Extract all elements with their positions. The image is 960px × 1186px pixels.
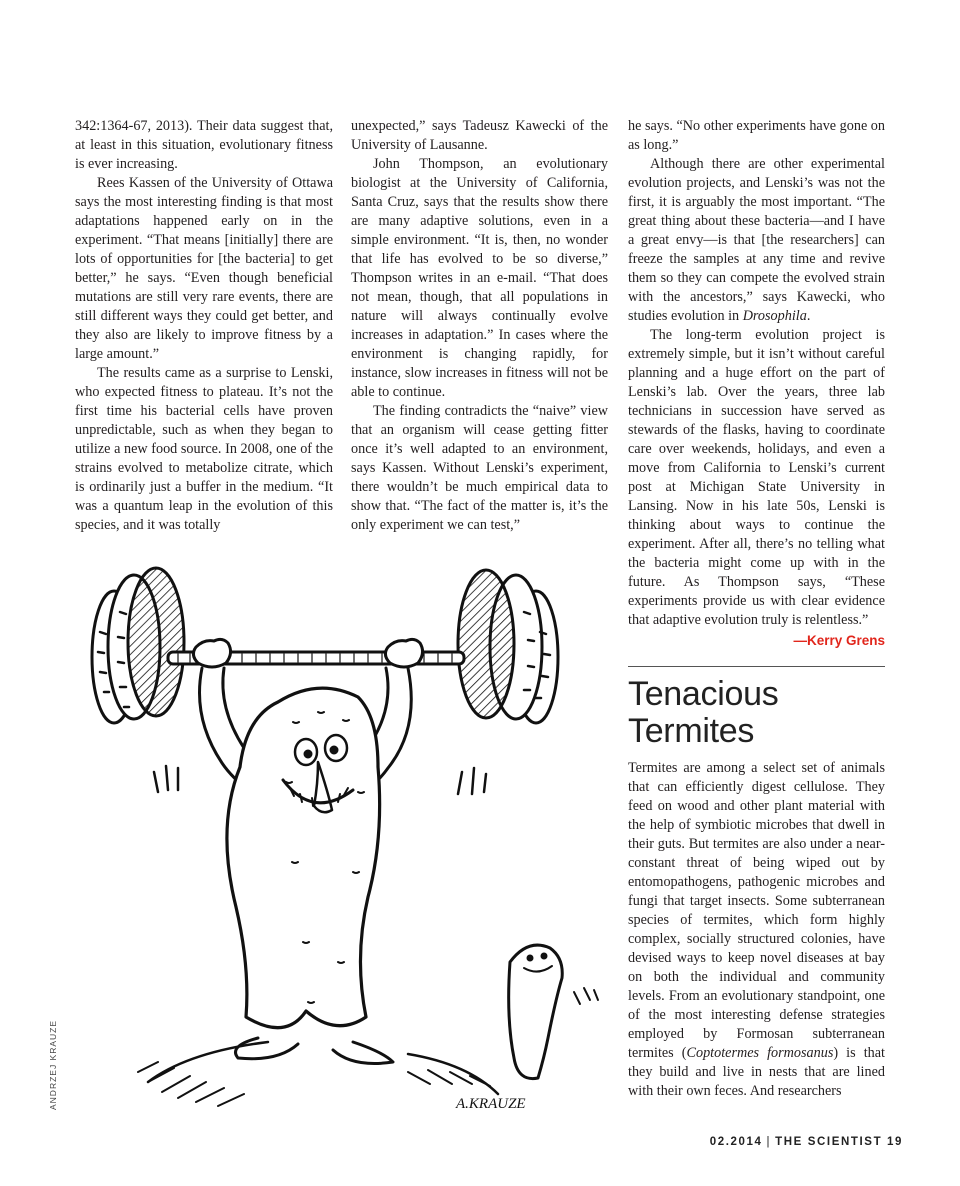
headline-line: Termites bbox=[628, 712, 755, 750]
page-number: 19 bbox=[887, 1136, 903, 1148]
paragraph-text: Termites are among a select set of animals that can efficiently digest cellulose. They feed on wood and other plant material with the help of symbiotic microbes that dwell in their guts. But termites are also under a near-constant threat of being wiped out by entomopathogens, pathogenic microbes and fungi that target insects. Some subterranean species of termites, which form highly complex, socially structured colonies, have devised ways to keep novel diseases at bay on both the individual and community levels. From an evolutionary standpoint, one of the most interesting defense strategies employed by Formosan subterranean termites ( bbox=[628, 760, 885, 1061]
section-headline bbox=[628, 676, 928, 750]
section-body bbox=[628, 759, 885, 1101]
author-byline: —Kerry Grens bbox=[793, 633, 885, 648]
article-column-2 bbox=[351, 117, 608, 535]
paragraph: John Thompson, an evolutionary biologist at the University of California, Santa Cruz, says that the results show there are many adaptive solutions, even in a simple environment. “It is, then, no wonder that life has evolved to be so diverse,” Thompson writes in an e-mail. “That does not mean, though, that all populations in nature will always continually evolve increases in adaptation.” In cases where the environment is changing rapidly, for instance, slow increases in fitness will not be able to continue. bbox=[351, 156, 608, 400]
left-weight-plate bbox=[92, 568, 184, 723]
artist-signature: A.KRAUZE bbox=[456, 1096, 526, 1112]
footer-separator: | bbox=[766, 1136, 772, 1148]
cartoon-illustration bbox=[78, 562, 618, 1122]
paragraph bbox=[628, 759, 885, 1101]
paragraph: he says. “No other experiments have gone on as long.” bbox=[628, 118, 885, 153]
section-divider bbox=[628, 666, 885, 667]
paragraph: The long-term evolution project is extremely simple, but it isn’t without careful planning and a huge effort on the part of Lenski’s lab. Over the years, three lab technicians in succession have served as stewards of the flasks, having to coordinate care over weekends, holidays, and even a move from California to Lenski’s current post at Michigan State University in Lansing. Now in his late 50s, Lenski is thinking about ways to continue the experiment. After all, there’s no telling what the bacteria might come up with in the future. As Thompson says, “These experiments provide us with clear evidence that adaptive evolution truly is relentless.” bbox=[628, 327, 885, 628]
page-footer bbox=[710, 1136, 903, 1148]
issue-date: 02.2014 bbox=[709, 1136, 763, 1148]
paragraph: 342:1364-67, 2013). Their data suggest that, at least in this situation, evolutionary fitness is ever increasing. bbox=[75, 118, 333, 172]
photo-credit: ANDRZEJ KRAUZE bbox=[48, 1019, 58, 1110]
paragraph: The results came as a surprise to Lenski, who expected fitness to plateau. It’s not the first time his bacterial cells have proven unpredictable, such as when they began to utilize a new food source. In 2008, one of the strains evolved to metabolize citrate, which is ordinarily just a buffer in the medium. “It was a quantum leap in the evolution of this species, and it was totally bbox=[75, 365, 333, 533]
article-column-1 bbox=[75, 117, 333, 535]
right-weight-plate bbox=[458, 570, 558, 723]
paragraph-text: . bbox=[806, 308, 811, 324]
article-column-3 bbox=[628, 117, 885, 650]
paragraph bbox=[628, 155, 885, 326]
magazine-name: THE SCIENTIST bbox=[775, 1136, 883, 1148]
species-name: Coptotermes formosanus bbox=[686, 1045, 834, 1061]
paragraph: The finding contradicts the “naive” view that an organism will cease getting fitter once it’s well adapted to an environment, says Kassen. Without Lenski’s experiment, there wouldn’t be much empirical data to show that. “The fact of the matter is, it’s the only experiment we can test,” bbox=[351, 403, 608, 533]
paragraph-text: ) is that they build and live in nests that are lined with their own feces. And researchers bbox=[628, 1045, 885, 1099]
paragraph-text: Although there are other experimental evolution projects, and Lenski’s was not the first, it is arguably the most important. “The great thing about these bacteria—and I have a great envy—is that [the researchers] can freeze the samples at any time and revive them so they can compete the evolved strain with the ancestors,” says Kawecki, who studies evolution in bbox=[628, 156, 885, 324]
headline-line: Tenacious bbox=[628, 675, 779, 713]
paragraph: unexpected,” says Tadeusz Kawecki of the University of Lausanne. bbox=[351, 118, 608, 153]
small-creature bbox=[509, 945, 563, 1079]
paragraph: Rees Kassen of the University of Ottawa says the most interesting finding is that most adaptations happened early on in the experiment. “That means [initially] there are lots of opportunities for [the bacteria] to get better,” he says. “Even though beneficial mutations are still very rare events, there are still different ways they could get better, and they also are likely to improve fitness by a large amount.” bbox=[75, 175, 333, 362]
species-name: Drosophila bbox=[742, 308, 807, 324]
